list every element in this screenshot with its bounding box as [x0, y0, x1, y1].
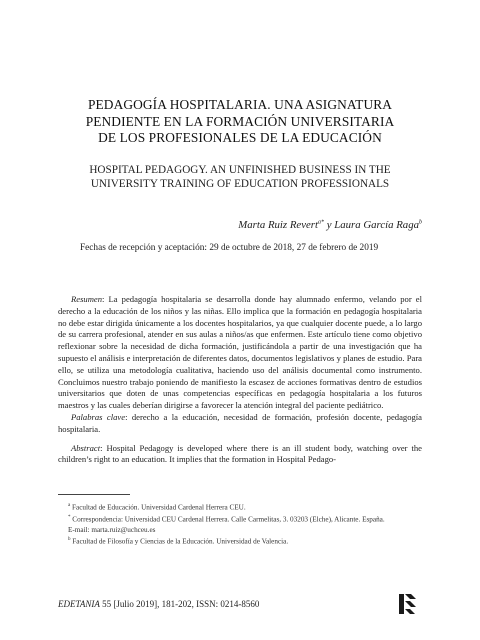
title-en-line: HOSPITAL PEDAGOGY. AN UNFINISHED BUSINESS IN THE: [89, 164, 391, 176]
author-1: Marta Ruiz Revert: [238, 219, 319, 231]
resumen-text: : La pedagogía hospitalaria se desarrolla donde hay alumnado enfermo, velando por el derecho a la educación de los niños y las niñas. Ello implica que la formación en pedagogía hospitalaria no debe estar dirigida únicamente a los docentes hospitalarios, ya que cualquier docente puede, a lo largo de su carrera profesional, atender en sus aulas a niños/as que enfermen. Este artículo tiene como objetivo reflexionar sobre la necesidad de dicha formación, justificándola a partir de una investigación que ha supuesto el análisis e interpretación de diferentes datos, documentos legislativos y planes de estudio. Para ello, se utiliza una metodología cualitativa, haciendo uso del análisis documental como instrumento. Concluimos nuestro trabajo poniendo de manifiesto la escasez de acciones formativas dentro de estudios universitarios que doten de unas competencias específicas en pedagogía hospitalaria a los futuros maestros y las cuales deberían dirigirse a favorecer la atención integral del paciente pediátrico.: [58, 294, 422, 411]
footnote-b-mark: b: [68, 537, 71, 543]
abstract-paragraph: [58, 443, 422, 467]
footnote-b: [58, 535, 422, 547]
received-accepted-dates: Fechas de recepción y aceptación: 29 de octubre de 2018, 27 de febrero de 2019: [80, 243, 379, 253]
abstract-text: : Hospital Pedagogy is developed where there is an ill student body, watching over the children’s right to an education. It implies that the formation in Hospital Pedago-: [58, 442, 422, 465]
keywords-paragraph: [58, 412, 422, 436]
footnote-a-mark: a: [68, 503, 71, 508]
footnote-correspondence: [58, 513, 422, 525]
footnote-a: [58, 501, 422, 513]
journal-name: EDETANIA: [58, 599, 100, 609]
keywords-label: Palabras clave: [71, 411, 126, 422]
title-en-line: UNIVERSITY TRAINING OF EDUCATION PROFESSIONALS: [90, 178, 390, 190]
footnote-email: E-mail: marta.ruiz@uchceu.es: [68, 525, 156, 534]
footnote-star-mark: *: [68, 514, 71, 520]
resumen-paragraph: [58, 294, 422, 412]
abstract-label: Abstract: [71, 442, 101, 453]
journal-details: 55 [Julio 2019], 181-202, ISSN: 0214-8560: [99, 599, 260, 609]
keywords-text: : derecho a la educación, necesidad de formación, profesión docente, pedagogía hospitalaria.: [58, 411, 422, 434]
author-connector: y: [324, 219, 335, 231]
abstract-block: [58, 294, 422, 466]
title-es-line: PEDAGOGÍA HOSPITALARIA. UNA ASIGNATURA: [87, 97, 393, 112]
footnote-divider: [58, 494, 130, 495]
author-2: Laura García Raga: [334, 219, 419, 231]
authors-line: [238, 219, 422, 231]
footnote-b-text: Facultad de Filosofía y Ciencias de la Educación. Universidad de Valencia.: [70, 537, 289, 546]
author-2-marks: b: [419, 219, 422, 226]
title-es-line: PENDIENTE EN LA FORMACIÓN UNIVERSITARIA: [85, 113, 395, 129]
publisher-chevron-logo-icon: [398, 593, 418, 615]
resumen-label: Resumen: [71, 294, 103, 304]
title-english: [55, 163, 425, 191]
footnote-star-text: Correspondencia: Universidad CEU Cardenal Herrera. Calle Carmelitas, 3. 03203 (Elche), Alicante. España.: [70, 515, 385, 524]
author-1-marks: a*: [318, 219, 325, 226]
title-es-line: DE LOS PROFESIONALES DE LA EDUCACIÓN: [98, 130, 382, 145]
footnote-a-text: Facultad de Educación. Universidad Cardenal Herrera CEU.: [70, 503, 246, 512]
title-spanish: [60, 97, 420, 147]
journal-footer: [58, 599, 259, 609]
footnotes: [58, 501, 422, 547]
